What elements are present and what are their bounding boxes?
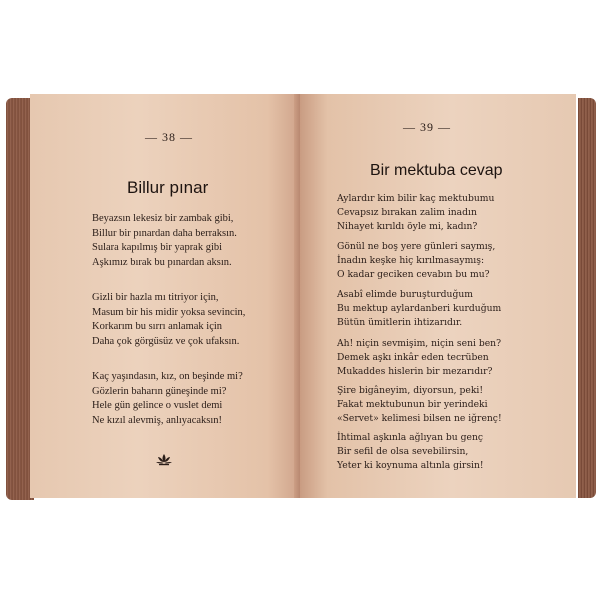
open-book — [0, 92, 600, 504]
verse-line: Bütün ümitlerin ihtizarıdır. — [337, 317, 463, 329]
right-stanza-1 — [337, 192, 494, 235]
verse-line: Mukaddes hislerin bir mezarıdır? — [337, 366, 493, 378]
verse-line: Gizli bir hazla mı titriyor için, — [92, 292, 219, 303]
right-page-edges — [578, 98, 596, 498]
right-stanza-5 — [337, 384, 502, 427]
verse-line: Fakat mektubunun bir yerindeki — [337, 399, 488, 411]
right-stanza-4 — [337, 337, 501, 380]
left-page-number: — 38 — — [145, 130, 193, 144]
verse-line: Kaç yaşındasın, kız, on beşinde mi? — [92, 371, 243, 382]
verse-line: Gönül ne boş yere günleri saymış, — [337, 241, 496, 252]
verse-line: Cevapsız bırakan zalim inadın — [337, 207, 477, 219]
left-stanza-1 — [92, 212, 237, 270]
verse-line: Yeter ki koynuma altınla girsin! — [337, 460, 484, 472]
verse-line: Hele gün gelince o vuslet demi — [92, 400, 223, 411]
verse-line: Bir sefil de olsa sevebilirsin, — [337, 446, 469, 458]
verse-line: Sulara kapılmış bir yaprak gibi — [92, 242, 223, 253]
verse-line: Aylardır kim bilir kaç mektubumu — [337, 193, 495, 204]
verse-line: Daha çok görgüsüz ve çok ufaksın. — [92, 335, 240, 347]
left-stanza-2 — [92, 291, 245, 349]
right-stanza-3 — [337, 288, 501, 331]
left-page — [30, 94, 300, 498]
verse-line: O kadar geciken cevabın bu mu? — [337, 269, 490, 281]
verse-line: Nihayet kırıldı öyle mi, kadın? — [337, 221, 478, 233]
verse-line: «Servet» kelimesi bilsen ne iğrenç! — [337, 413, 502, 425]
verse-line: Korkarım bu sırrı anlamak için — [92, 321, 223, 332]
verse-line: Ne kızıl alevmiş, anlıyacaksın! — [92, 414, 223, 426]
left-stanza-3 — [92, 370, 243, 428]
verse-line: Ah! niçin sevmişim, niçin seni ben? — [337, 338, 502, 349]
verse-line: Bu mektup aylardanberi kurduğum — [337, 303, 502, 315]
right-page-number: — 39 — — [403, 120, 451, 134]
verse-line: Billur bir pınardan daha berraksın. — [92, 227, 237, 239]
verse-line: Demek aşkı inkâr eden tecrüben — [337, 352, 489, 364]
right-page — [300, 94, 576, 498]
verse-line: Beyazsın lekesiz bir zambak gibi, — [92, 213, 234, 224]
flower-ornament-icon — [154, 452, 174, 466]
left-poem-title: Billur pınar — [127, 178, 209, 197]
right-stanza-6 — [337, 431, 484, 474]
verse-line: Gözlerin baharın güneşinde mi? — [92, 385, 227, 397]
verse-line: Masum bir his midir yoksa sevincin, — [92, 306, 246, 318]
right-stanza-2 — [337, 240, 495, 283]
verse-line: İnadın keşke hiç kırılmasaymış: — [337, 255, 485, 267]
verse-line: Şire bigâneyim, diyorsun, peki! — [337, 385, 484, 396]
verse-line: Aşkımız bırak bu pınardan aksın. — [92, 256, 232, 268]
verse-line: İhtimal aşkınla ağlıyan bu genç — [337, 432, 484, 443]
right-poem-title: Bir mektuba cevap — [370, 162, 503, 179]
verse-line: Asabî elimde buruşturduğum — [337, 289, 473, 300]
